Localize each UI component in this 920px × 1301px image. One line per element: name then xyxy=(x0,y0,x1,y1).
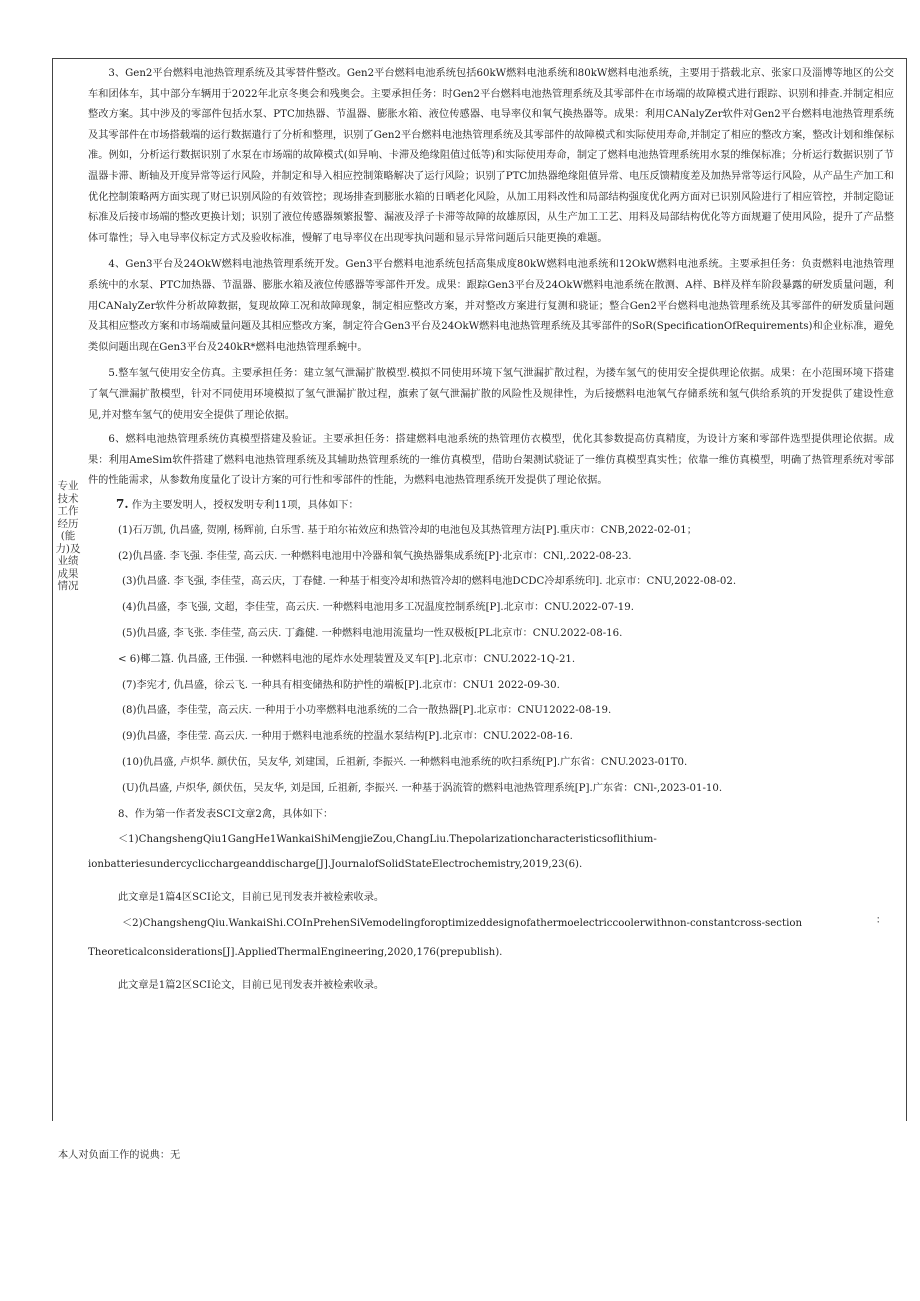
patent-item: (3)仇昌盛. 李飞强, 李佳莹，高云庆，丁春健. 一种基于相变冷却和热管冷却的燃料电池DCDC冷却系统印]. 北京市：CNU,2022-08-02. xyxy=(122,576,737,588)
paper-ref-1-line-2: ionbatteriesundercyclicchargeanddischarge[J].JournalofSolidStateElectrochemistry,2019,23(6). xyxy=(88,858,583,870)
patents-heading xyxy=(88,492,894,518)
patent-item: (8)仇昌盛，李佳莹，高云庆. 一种用于小功率燃料电池系统的二合一散热器[P].北京市：CNU12022-08-19. xyxy=(122,705,612,717)
patent-item: (2)仇昌盛. 李飞强. 李佳莹, 高云庆. 一种燃料电池用中冷器和氧气换热器集成系统[P]·北京市：CNl,.2022-08-23. xyxy=(118,550,632,562)
paper-ref-2-row xyxy=(88,911,894,936)
negative-work-statement: 本人对负面工作的说典：无 xyxy=(58,1150,181,1161)
patent-item: (10)仇昌盛, 卢炽华. 颜伏伍，吴友华, 刘建国，丘祖新, 李振兴. 一种燃料电池系统的吹扫系统[P].广东省：CNU.2023-01T0. xyxy=(122,757,688,769)
section-label: 专业技术工作经历(能力)及业绩成果情况 xyxy=(55,480,81,592)
patent-item: < 6)椰二簋. 仇昌盛, 王伟强. 一种燃料电池的尾炸水处理装置及叉车[P].北京市：CNU.2022-1Q-21. xyxy=(118,653,576,665)
patent-item: (5)仇昌盛, 李飞张. 李佳莹, 高云庆. 丁鑫健. 一种燃料电池用流量均一性双极板[PL北京市：CNU.2022-08-16. xyxy=(122,628,623,640)
patent-item: (7)李宪才, 仇昌盛，徐云飞. 一种具有相变储热和防护性的端板[P].北京市：CNU1 2022-09-30. xyxy=(122,679,560,691)
paper-ref-2-line-2: Theoreticalconsiderations[J].AppliedThermalEngineering,2020,176(prepublish). xyxy=(88,946,503,958)
patent-item: (4)仇昌盛，李飞强, 文超，李佳莹，高云庆. 一种燃料电池用多工况温度控制系统[P].北京市：CNU.2022-07-19. xyxy=(122,602,634,614)
paper-ref-1-note: 此文章是1篇4区SCI论文，目前已见刊发表并被检索收录。 xyxy=(118,891,385,903)
patent-list xyxy=(88,518,894,802)
paper-ref-2-line-1: ＜2)ChangshengQiu.WankaiShi.COInPrehenSiVemodelingforoptimizeddesignofathermoelectriccoolerwithnon-constantcross-section xyxy=(122,917,803,929)
patent-item: (U)仇昌盛, 卢炽华, 颜伏伍，吴友华, 刘是国, 丘祖新, 李振兴. 一种基于涡流管的燃料电池热管理系统[P].广东省：CNl-,2023-01-10. xyxy=(122,782,723,794)
patents-heading-number: 7. xyxy=(116,496,129,511)
achievements-content xyxy=(88,64,894,999)
paper-ref-2-note: 此文章是1篇2区SCI论文，目前已见刊发表并被检索收录。 xyxy=(118,979,385,991)
achievement-item-4: 4、Gen3平台及24OkW燃料电池热管理系统开发。Gen3平台燃料电池系统包括高集成度80kW燃料电池系统和12OkW燃料电池系统。主要承担任务：负责燃料电池热管理系统中的水泵、PTC加热器、节温器、膨胀水箱及液位传感器等零部件开发。成果：跟踪Gen3平台及24OkW燃料电池系统在散测、A样、B样及样车阶段暴露的研发质量问题，利用CANalyZer软件分析故障数据，复现故障工况和故障现象，制定相应整改方案，并对整改方案进行复测和骁证；整合Gen2平台燃料电池热管理系统及其零部件的研发质量问题及其相应整改方案和市场端威量问题及其相应整改方案，制定符合Gen3平台及24OkW燃料电池热管理系统及其零部件的SoR(SpecificationOfRequirements)和企业标准，避免类似问题出现在Gen3平台及240kR*燃料电池热管理系蜿中。 xyxy=(88,259,894,353)
papers-heading: 8、作为第一作者发表SCI文章2禽，具体如下： xyxy=(118,808,334,820)
patent-item: (1)石万凯, 仇昌盛, 贺刚, 杨辉前, 白乐雪. 基于珀尔祐效应和热管冷却的电池包及其热管理方法[P].重庆市：CNB,2022-02-01； xyxy=(118,524,697,536)
achievement-item-3: 3、Gen2平台燃料电池热管理系统及其零替件整改。Gen2平台燃料电池系统包括60kW燃料电池系统和80kW燃料电池系统，主要用于搭载北京、张家口及淄博等地区的公交车和团体车，其中部分车辆用于2022年北京冬奥会和残奥会。主要承担任务：时Gen2平台燃料电池热管理系统及其零部件在市场端的故障模式进行跟踪、识别和排查.并制定相应整改方案。其中涉及的零部件包括水泵、PTC加热器、节温器、膨胀水箱、液位传感器、电导率仪和氧气换热器等。成果：利用CANalyZer软件对Gen2平台燃料电池热管理系统及其零部件在市场搭载端的运行数据遣行了分析和整理，识别了Gen2平台燃料电池热管理系统及其零部件的故障模式和实际使用寿命,并制定了相应的整改方案，整改计划和维保标准。例如，分析运行数据识别了水泵在市场端的故障模式(如异响、卡滞及绝缘阻值过低等)和实际使用寿命，制定了燃料电池热管理系统用水泵的维保标准；分析运行数据识别了节温器卡滞、断轴及开度异常等运行风险，并制定和导入相应控制策略解决了运行风险；识别了PTC加热器绝缘阻值异常、电压反馈精度差及加热异常等运行风险，从产品生产加工和优化控制策略两方面实现了财已识别风险的有效管控；现场排查到膨胀水箱的日晒老化风险，从加工用料改性和局部结构强度优化两方面对已识别风险进行了相应管控，并制定隐证标准及后接市场端的整改更换计划；识别了液位传感器频繁报警、漏液及浮子卡滞等故障的故雄原因，从生产加工工艺、用料及局部结构优化等方面规避了使用风险，提升了产品整体可靠性；导入电导率仪标定方式及验收标准，慢解了电导率仪在出现零执问题和显示异常问题后只能更换的难题。 xyxy=(88,68,894,244)
paper-ref-2-colon: ： xyxy=(875,914,886,926)
patent-item: (9)仇昌盛，李佳莹. 高云庆. 一种用于燃料电池系统的控温水泵结构[P].北京市：CNU.2022-08-16. xyxy=(122,731,573,743)
patents-heading-text: 作为主要发明人，授权发明专利11项，具体如下： xyxy=(131,499,359,511)
paper-ref-1-line-1: ＜1)ChangshengQiu1GangHe1WankaiShiMengjieZou,ChangLiu.Thepolarizationcharacteristicsoflithium- xyxy=(118,833,657,845)
achievement-item-5: 5.整车氢气使用安全仿真。主要承担任务：建立氢气泄漏扩散模型.模拟不同使用环境下氢气泄漏扩散过程，为搂车氢气的使用安全提供理论依据。成果：在小范围环境下搭建了氧气泄漏扩散模型，针对不同使用环境模拟了氢气泄漏扩散过程，旗索了氨气泄漏扩散的风险性及规律性，为后接燃料电池氧气存储系统和氢气供给系筑的开发提供了建设性意见,并对整车氢气的使用安全提供了理论依据。 xyxy=(88,368,894,421)
achievement-item-6: 6、燃料电池热管理系统仿真模型搭建及验证。主要承担任务：搭建燃料电池系统的热管理仿衣模型，优化其参数提高仿真精度，为设计方案和零部件选型提供理论依据。成果：利用AmeSim软件搭建了燃料电池热管理系统及其辅助热管理系统的一维仿真模型，借助台架测试骁证了一维仿真模型真实性；依靠一维仿真模型，明确了热管理系统对零部件的性能需求，从参数角度量化了设计方案的可行性和零部件的性能，为燃料电池热管理系统开发提供了理论依据。 xyxy=(88,434,894,487)
